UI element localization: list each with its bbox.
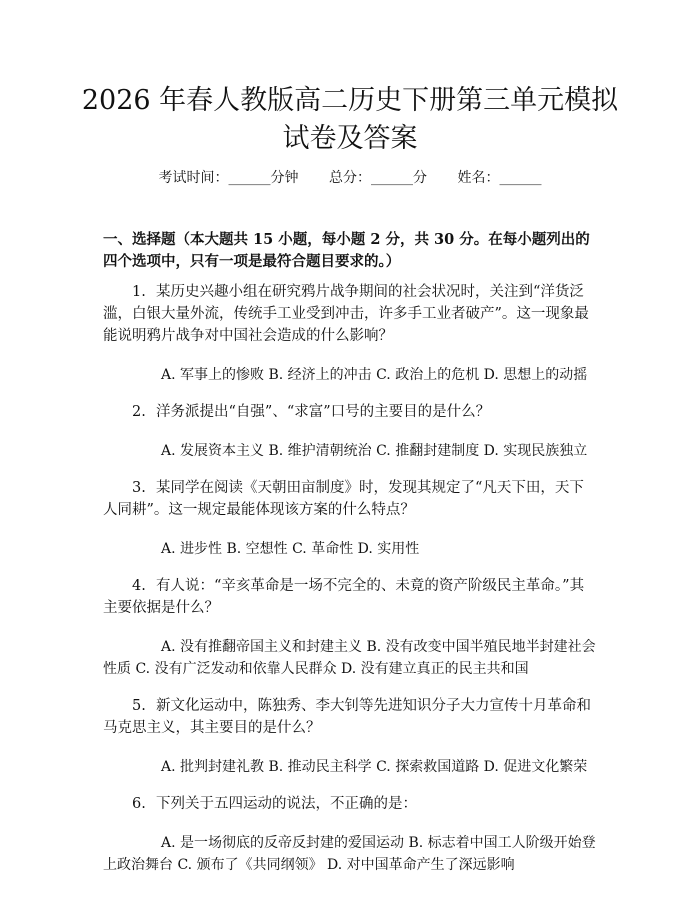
question-stem: 某历史兴趣小组在研究鸦片战争期间的社会状况时，关注到“洋货泛滥，白银大量外流，传统手工业受到冲击，许多手工业者破产”。这一现象最能说明鸦片战争对中国社会造成的什么影响？ — [103, 284, 589, 344]
question-number: 4. — [132, 578, 146, 594]
question-number: 6. — [132, 796, 146, 812]
question-4-options: A. 没有推翻帝国主义和封建主义 B. 没有改变中国半殖民地半封建社会性质 C. 没有广泛发动和依靠人民群众 D. 没有建立真正的民主共和国 — [103, 639, 596, 677]
question-stem: 某同学在阅读《天朝田亩制度》时，发现其规定了“凡天下田，天下人同耕”。这一规定最能体现该方案的什么特点？ — [103, 480, 584, 518]
question-list — [103, 281, 598, 891]
exam-time-field: 考试时间：______分钟 — [158, 170, 299, 186]
question-stem: 新文化运动中，陈独秀、李大钊等先进知识分子大力宣传十月革命和马克思主义，其主要目的是什么？ — [103, 698, 591, 736]
question-1-options: A. 军事上的惨败 B. 经济上的冲击 C. 政治上的危机 D. 思想上的动摇 — [161, 367, 588, 383]
question-stem: 下列关于五四运动的说法，不正确的是： — [156, 796, 417, 812]
question-4 — [103, 575, 598, 619]
question-number: 5. — [132, 698, 146, 714]
question-2-options: A. 发展资本主义 B. 维护清朝统治 C. 推翻封建制度 D. 实现民族独立 — [161, 443, 588, 459]
question-stem: 洋务派提出“自强”、“求富”口号的主要目的是什么？ — [156, 404, 491, 420]
question-3-options: A. 进步性 B. 空想性 C. 革命性 D. 实用性 — [161, 541, 420, 557]
page-title-line-1: 2026 年春人教版高二历史下册第三单元模拟 — [81, 85, 619, 116]
section-heading: 一、选择题（本大题共 15 小题，每小题 2 分，共 30 分。在每小题列出的四个选项中，只有一项是最符合题目要求的。） — [103, 231, 590, 270]
page-title-line-2: 试卷及答案 — [282, 123, 418, 154]
question-2 — [103, 401, 598, 423]
question-stem: 有人说：“辛亥革命是一场不完全的、未竟的资产阶级民主革命。”其主要依据是什么？ — [103, 578, 585, 616]
question-6 — [103, 793, 598, 815]
question-3 — [103, 477, 598, 521]
total-score-field: 总分：______分 — [329, 170, 427, 186]
question-1 — [103, 281, 598, 347]
student-name-field: 姓名：______ — [457, 170, 542, 186]
page-title — [60, 82, 640, 158]
question-number: 3. — [132, 480, 146, 496]
exam-info-line — [0, 168, 700, 188]
question-number: 2. — [132, 404, 146, 420]
question-5-options: A. 批判封建礼教 B. 推动民主科学 C. 探索救国道路 D. 促进文化繁荣 — [161, 759, 588, 775]
question-6-options: A. 是一场彻底的反帝反封建的爱国运动 B. 标志着中国工人阶级开始登上政治舞台 C. 颁布了《共同纲领》 D. 对中国革命产生了深远影响 — [103, 835, 596, 873]
question-number: 1. — [132, 284, 146, 300]
question-5 — [103, 695, 598, 739]
